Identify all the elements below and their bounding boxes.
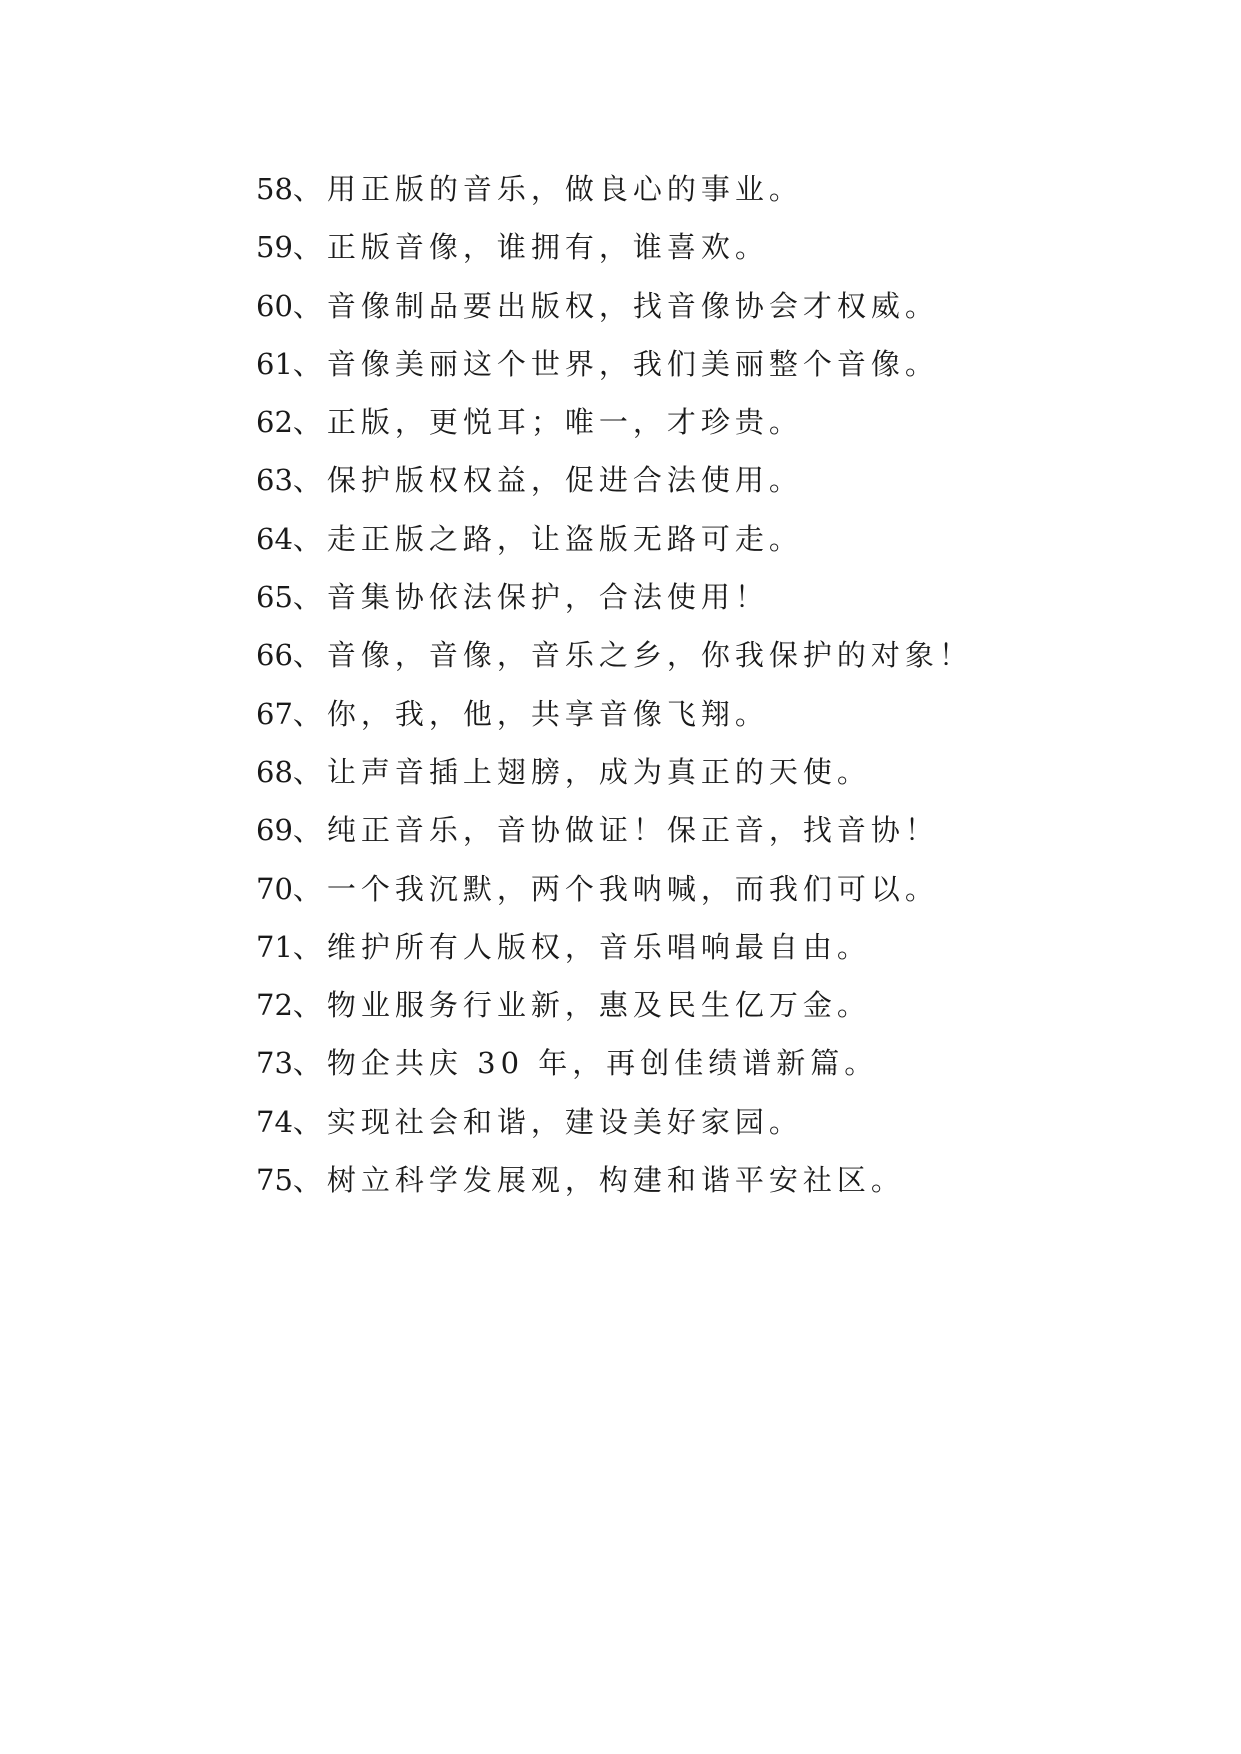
item-number: 70 [256, 871, 293, 906]
item-number: 58 [256, 172, 293, 206]
list-item [256, 568, 973, 626]
item-text: 保护版权权益，促进合法使用。 [326, 463, 803, 498]
item-number: 59 [256, 230, 293, 265]
item-text: 纯正音乐，音协做证！保正音，找音协！ [326, 813, 939, 848]
item-text: 音像，音像，音乐之乡，你我保护的对象！ [326, 638, 973, 673]
item-number: 72 [256, 988, 293, 1023]
item-number: 68 [256, 754, 293, 789]
item-text: 你，我，他，共享音像飞翔。 [326, 696, 769, 731]
list-item [256, 160, 973, 218]
item-number: 63 [256, 463, 293, 498]
item-separator: 、 [292, 346, 327, 381]
list-item [256, 860, 973, 918]
list-item [256, 918, 973, 976]
list-item [256, 626, 973, 684]
item-separator: 、 [292, 1104, 327, 1139]
item-text: 音像美丽这个世界，我们美丽整个音像。 [326, 346, 939, 381]
item-text: 用正版的音乐，做良心的事业。 [326, 172, 803, 206]
item-separator: 、 [292, 1163, 327, 1198]
item-text: 物业服务行业新，惠及民生亿万金。 [326, 988, 871, 1023]
list-item [256, 218, 973, 276]
item-separator: 、 [292, 754, 327, 789]
item-separator: 、 [292, 405, 327, 440]
list-item [256, 451, 973, 509]
item-separator: 、 [292, 521, 327, 556]
list-item [256, 335, 973, 393]
list-item [256, 1034, 973, 1092]
list-item [256, 801, 973, 859]
list-item [256, 1151, 973, 1209]
item-separator: 、 [292, 638, 327, 673]
item-text: 正版，更悦耳；唯一，才珍贵。 [326, 405, 803, 440]
list-item [256, 685, 973, 743]
list-item [256, 277, 973, 335]
item-separator: 、 [292, 1046, 327, 1081]
item-number: 60 [256, 288, 293, 323]
item-separator: 、 [292, 871, 327, 906]
item-separator: 、 [292, 813, 327, 848]
item-text: 音集协依法保护，合法使用！ [326, 580, 769, 615]
item-text: 维护所有人版权，音乐唱响最自由。 [326, 929, 871, 964]
item-separator: 、 [292, 288, 327, 323]
item-text: 走正版之路，让盗版无路可走。 [326, 521, 803, 556]
item-separator: 、 [292, 230, 327, 265]
item-number: 66 [256, 638, 293, 673]
list-item [256, 1093, 973, 1151]
item-number: 69 [256, 813, 293, 848]
item-text: 一个我沉默，两个我呐喊，而我们可以。 [326, 871, 939, 906]
item-separator: 、 [292, 929, 327, 964]
item-number: 65 [256, 580, 293, 615]
list-item [256, 976, 973, 1034]
item-number: 75 [256, 1163, 293, 1198]
item-number: 67 [256, 696, 293, 731]
item-separator: 、 [292, 988, 327, 1023]
list-item [256, 510, 973, 568]
item-text: 正版音像，谁拥有，谁喜欢。 [326, 230, 769, 265]
item-number: 61 [256, 346, 293, 381]
item-text: 让声音插上翅膀，成为真正的天使。 [326, 754, 871, 789]
item-separator: 、 [292, 172, 327, 206]
item-number: 74 [256, 1104, 293, 1139]
item-number: 71 [256, 929, 293, 964]
item-number: 62 [256, 405, 293, 440]
item-text: 音像制品要出版权，找音像协会才权威。 [326, 288, 939, 323]
list-item [256, 393, 973, 451]
item-separator: 、 [292, 580, 327, 615]
item-number: 73 [256, 1046, 293, 1081]
slogan-list [256, 160, 973, 1209]
list-item [256, 743, 973, 801]
item-text: 实现社会和谐，建设美好家园。 [326, 1104, 803, 1139]
item-separator: 、 [292, 463, 327, 498]
item-separator: 、 [292, 696, 327, 731]
item-text: 物企共庆 30 年，再创佳绩谱新篇。 [326, 1046, 879, 1081]
item-number: 64 [256, 521, 293, 556]
item-text: 树立科学发展观，构建和谐平安社区。 [326, 1163, 905, 1198]
